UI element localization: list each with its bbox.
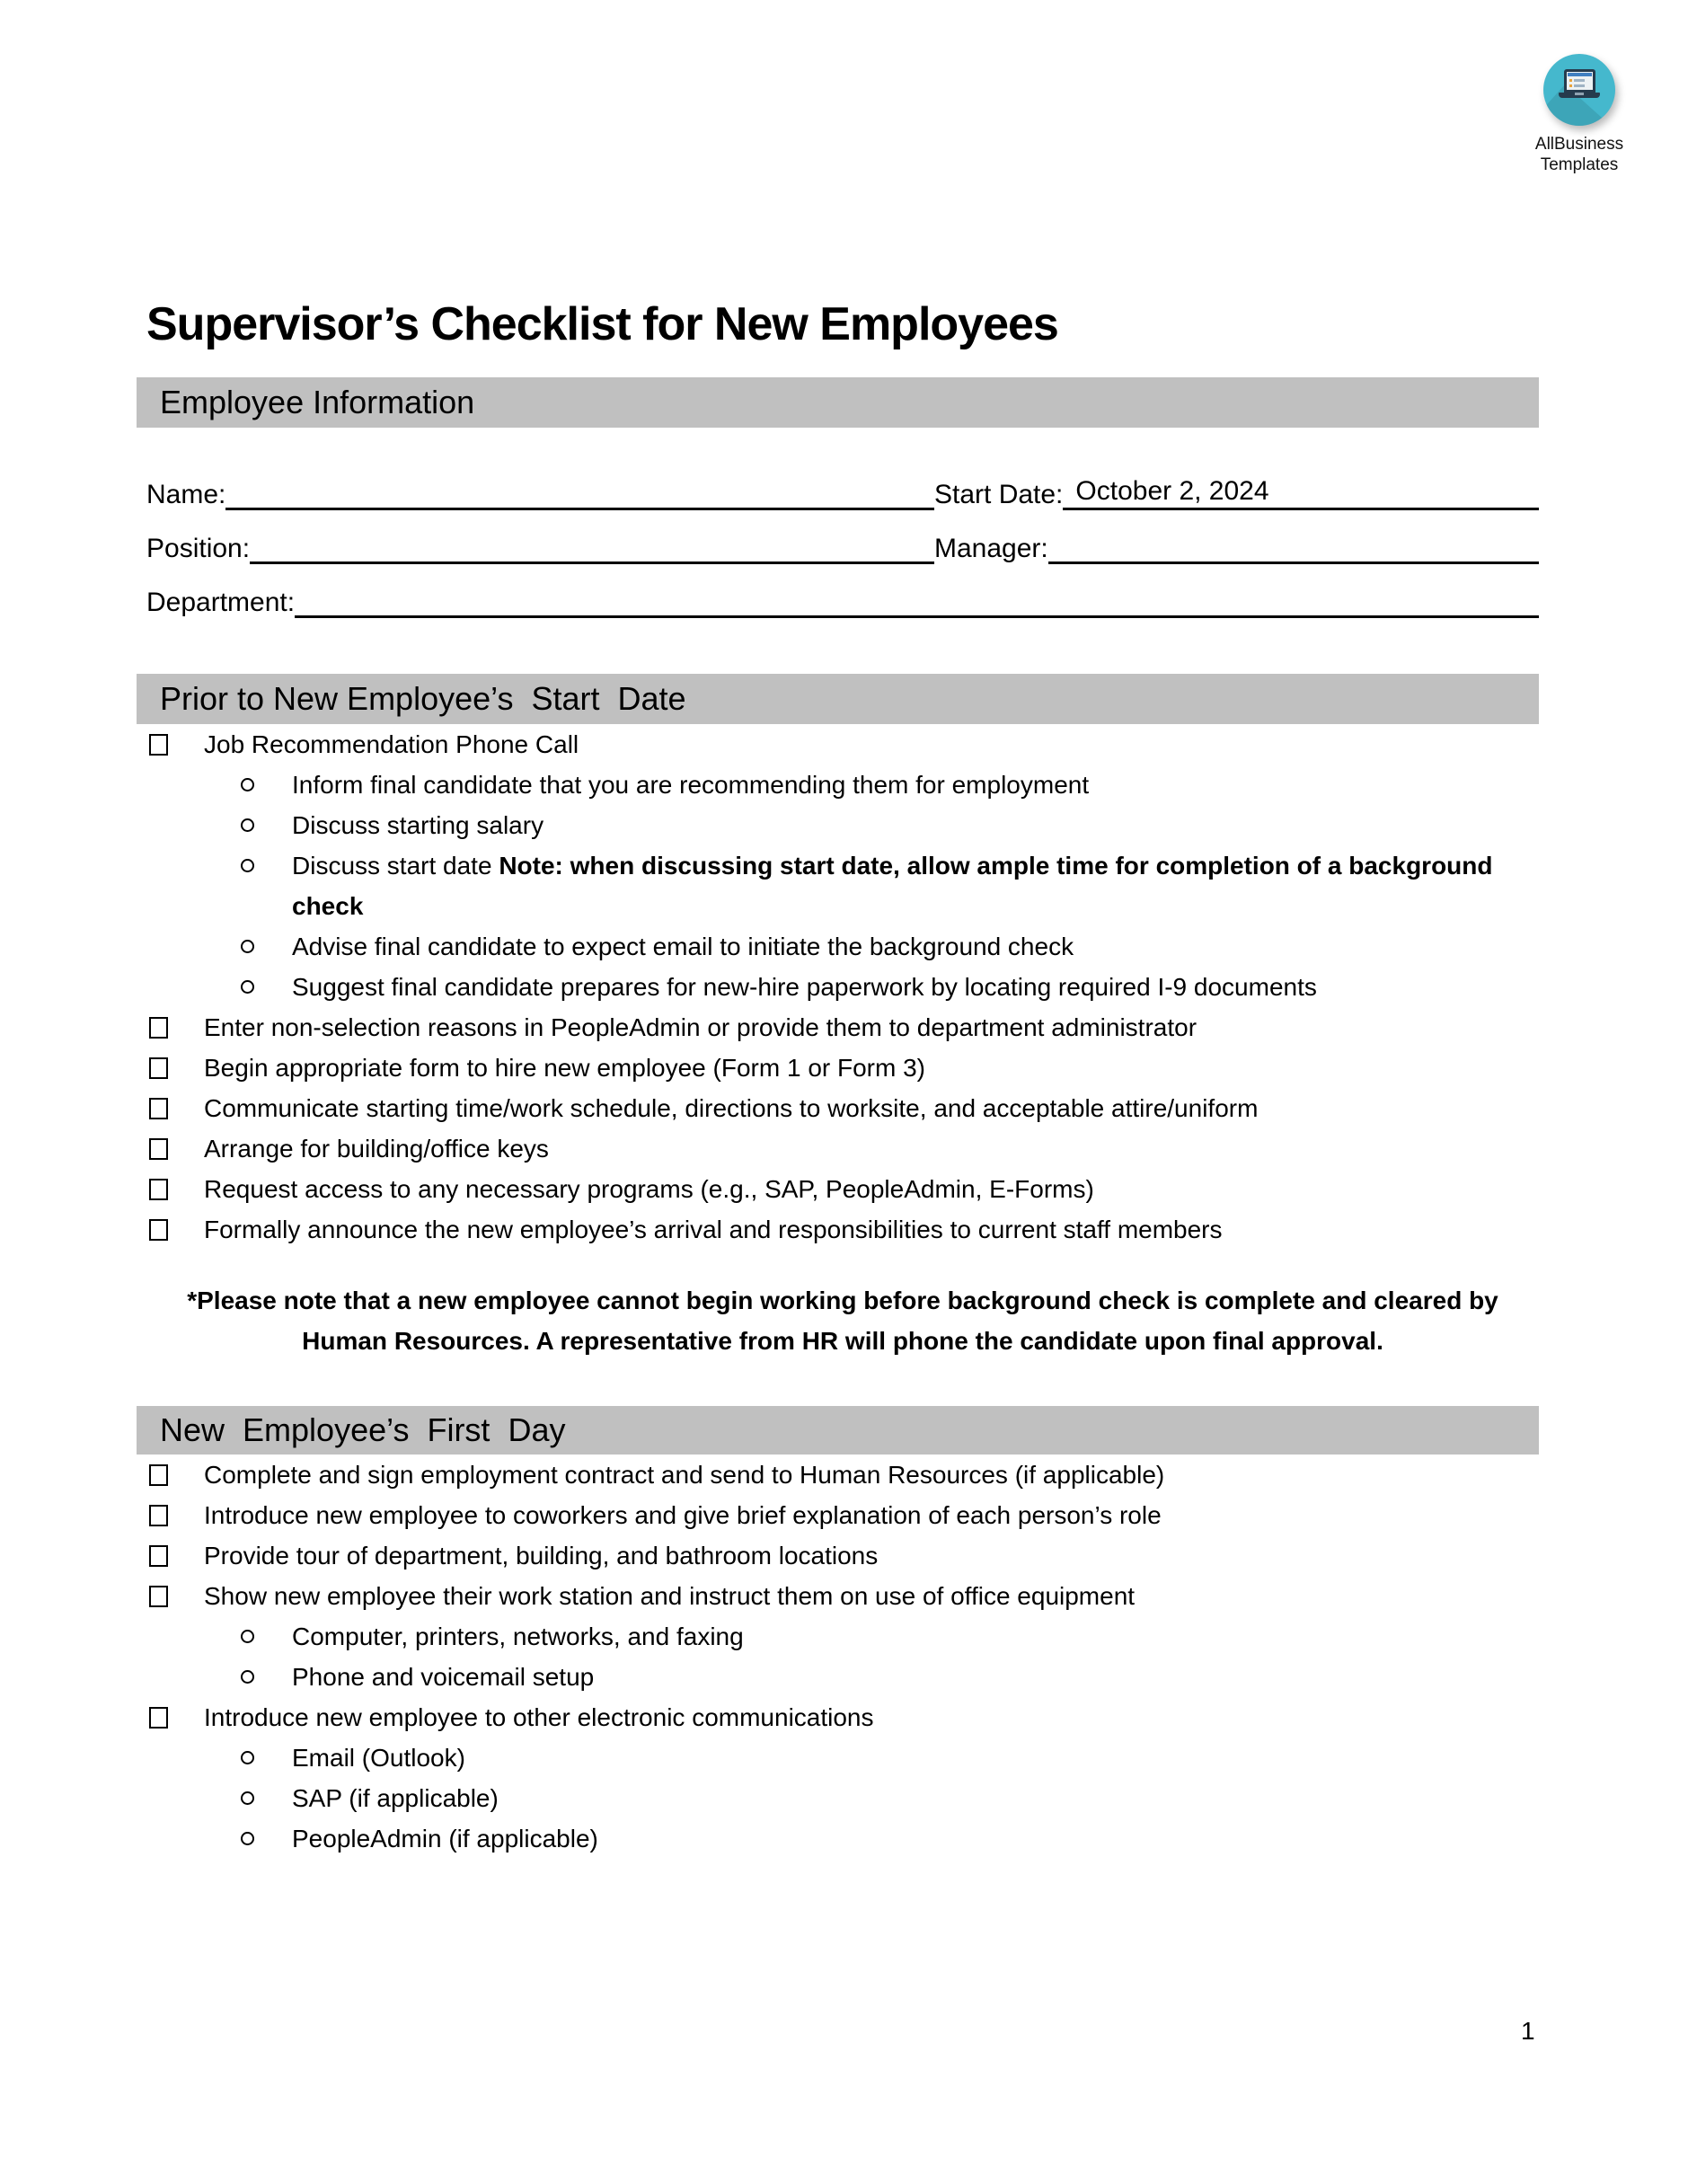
background-check-note: *Please note that a new employee cannot begin working before background check is complete and cleared by Human Resources. A representative from HR will phone the candidate upon final approval. [187, 1287, 1498, 1355]
checkbox-icon[interactable] [149, 734, 168, 756]
section-header-prior-to-start-date: Prior to New Employee’s Start Date [137, 674, 1539, 724]
checklist-subitem [146, 845, 1539, 926]
employee-info-form [146, 428, 1539, 618]
checklist-item-text: Suggest final candidate prepares for new-hire paperwork by locating required I-9 documents [292, 973, 1317, 1001]
checklist-item-text: Show new employee their work station and instruct them on use of office equipment [204, 1582, 1136, 1610]
checklist-subitem [146, 1818, 1539, 1859]
checklist-item-text: Formally announce the new employee’s arrival and responsibilities to current staff members [204, 1216, 1223, 1243]
manager-field[interactable] [1048, 526, 1539, 564]
checklist-item-text: Inform final candidate that you are recommending them for employment [292, 771, 1090, 799]
circle-bullet-icon [241, 1670, 254, 1684]
checklist-item-text: Phone and voicemail setup [292, 1663, 595, 1691]
checklist-item [146, 1007, 1539, 1048]
page-number: 1 [1521, 2017, 1535, 2045]
checklist-item-text: Begin appropriate form to hire new employee (Form 1 or Form 3) [204, 1054, 925, 1082]
document-page [146, 0, 1539, 1859]
department-label: Department: [146, 588, 296, 617]
checkbox-icon[interactable] [149, 1098, 168, 1119]
checkbox-icon[interactable] [149, 1179, 168, 1200]
checklist-item-text: Discuss start date [292, 852, 499, 880]
checklist-subitem [146, 805, 1539, 845]
section-header-first-day: New Employee’s First Day [137, 1406, 1539, 1455]
checklist-item [146, 1576, 1539, 1616]
checklist-subitem [146, 1616, 1539, 1657]
checklist-subitem [146, 926, 1539, 967]
section-header-employee-information: Employee Information [137, 377, 1539, 428]
checklist-subitem [146, 1737, 1539, 1778]
laptop-screen [1564, 69, 1595, 93]
department-field[interactable] [295, 579, 1539, 618]
checklist-item-text: Request access to any necessary programs (e.g., SAP, PeopleAdmin, E-Forms) [204, 1175, 1094, 1203]
checklist-subitem [146, 1657, 1539, 1697]
checkbox-icon[interactable] [149, 1464, 168, 1486]
laptop-icon [1559, 69, 1600, 98]
checkbox-icon[interactable] [149, 1138, 168, 1160]
checklist-item [146, 1128, 1539, 1169]
checklist-item-text: Complete and sign employment contract and send to Human Resources (if applicable) [204, 1461, 1165, 1489]
checklist-item-text: Job Recommendation Phone Call [204, 730, 579, 758]
checklist-item [146, 1048, 1539, 1088]
checklist-item [146, 1455, 1539, 1495]
circle-bullet-icon [241, 818, 254, 832]
position-label: Position: [146, 534, 251, 563]
first-day-checklist [146, 1455, 1539, 1859]
logo-circle [1543, 54, 1615, 126]
circle-bullet-icon [241, 980, 254, 994]
checklist-item-text: Discuss starting salary [292, 811, 544, 839]
laptop-screen-line-2 [1574, 84, 1585, 87]
name-label: Name: [146, 480, 226, 509]
brand-name-line1: AllBusiness [1534, 135, 1624, 154]
laptop-screen-bullet-2 [1569, 84, 1572, 87]
checklist-subitem [146, 967, 1539, 1007]
start-date-value: October 2, 2024 [1075, 476, 1269, 506]
checklist-item-text: Provide tour of department, building, and bathroom locations [204, 1542, 879, 1569]
form-row-position-manager [146, 510, 1539, 564]
checklist-item-text: PeopleAdmin (if applicable) [292, 1825, 598, 1852]
checklist-subitem [146, 1778, 1539, 1818]
circle-bullet-icon [241, 859, 254, 872]
checkbox-icon[interactable] [149, 1586, 168, 1607]
checklist-item [146, 1535, 1539, 1576]
checklist-item-text: Computer, printers, networks, and faxing [292, 1623, 744, 1650]
circle-bullet-icon [241, 940, 254, 953]
prior-start-date-checklist [146, 724, 1539, 1250]
checklist-item-text: Arrange for building/office keys [204, 1135, 549, 1163]
checklist-item-text: Advise final candidate to expect email to initiate the background check [292, 933, 1074, 960]
circle-bullet-icon [241, 1791, 254, 1805]
checkbox-icon[interactable] [149, 1017, 168, 1039]
circle-bullet-icon [241, 1751, 254, 1764]
checklist-item-text: Communicate starting time/work schedule, directions to worksite, and acceptable attire/uniform [204, 1094, 1259, 1122]
laptop-base-notch [1575, 93, 1584, 95]
laptop-screen-header-bar [1568, 73, 1592, 76]
form-row-name-startdate [146, 428, 1539, 510]
checkbox-icon[interactable] [149, 1219, 168, 1241]
checkbox-icon[interactable] [149, 1505, 168, 1526]
laptop-base [1559, 93, 1600, 98]
checkbox-icon[interactable] [149, 1545, 168, 1567]
checkbox-icon[interactable] [149, 1707, 168, 1729]
circle-bullet-icon [241, 1630, 254, 1643]
form-row-department [146, 564, 1539, 618]
checklist-item-text: Enter non-selection reasons in PeopleAdmin or provide them to department administrator [204, 1013, 1198, 1041]
checklist-item-text: SAP (if applicable) [292, 1784, 499, 1812]
page-title: Supervisor’s Checklist for New Employees [146, 298, 1058, 350]
checklist-item [146, 1697, 1539, 1737]
checklist-item [146, 1088, 1539, 1128]
circle-bullet-icon [241, 1832, 254, 1845]
start-date-field[interactable] [1063, 472, 1539, 510]
circle-bullet-icon [241, 778, 254, 791]
checklist-item [146, 1495, 1539, 1535]
checklist-item-text: Introduce new employee to other electronic communications [204, 1703, 874, 1731]
laptop-screen-bullet-1 [1569, 79, 1572, 82]
laptop-screen-content [1567, 72, 1593, 90]
name-field[interactable] [225, 472, 934, 510]
checklist-subitem [146, 765, 1539, 805]
checklist-item [146, 724, 1539, 765]
position-field[interactable] [250, 526, 934, 564]
checklist-item-text: Email (Outlook) [292, 1744, 465, 1772]
start-date-label: Start Date: [934, 480, 1064, 509]
checklist-item [146, 1209, 1539, 1250]
brand-name-line2: Templates [1540, 155, 1619, 174]
checkbox-icon[interactable] [149, 1057, 168, 1079]
checklist-item [146, 1169, 1539, 1209]
laptop-screen-line-1 [1574, 79, 1585, 82]
checklist-item-bold-note: Note: when discussing start date, allow ample time for completion of a background check [292, 852, 1493, 920]
checklist-item-text: Introduce new employee to coworkers and give brief explanation of each person’s role [204, 1501, 1162, 1529]
manager-label: Manager: [934, 534, 1048, 563]
